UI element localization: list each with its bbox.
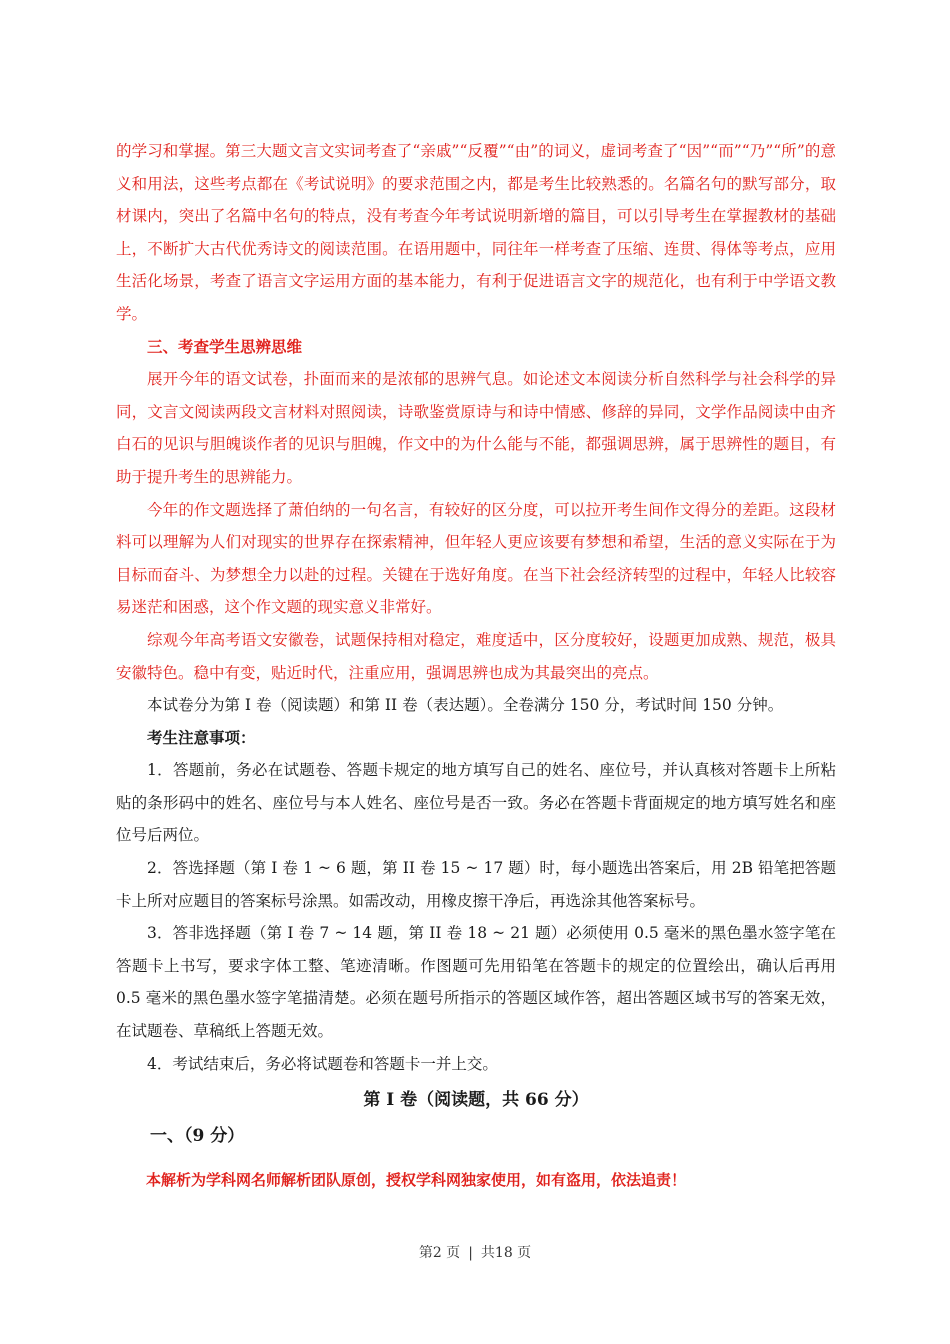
section-heading-thinking: 三、考查学生思辨思维: [147, 336, 303, 356]
page-content: [116, 135, 836, 1196]
notes-heading: 考生注意事项：: [147, 727, 256, 747]
volume-title: 第 I 卷（阅读题，共 66 分）: [363, 1090, 589, 1111]
analysis-paragraph-essay: 今年的作文题选择了萧伯纳的一句名言，有较好的区分度，可以拉开考生间作文得分的差距。这段材料可以理解为人们对现实的世界存在探索精神，但年轻人更应该要有梦想和希望，生活的意义实际在于为目标而奋斗、为梦想全力以赴的过程。关键在于选好角度。在当下社会经济转型的过程中，年轻人比较容易迷茫和困惑，这个作文题的现实意义非常好。: [116, 500, 836, 617]
note-item: 2．答选择题（第 I 卷 1 ~ 6 题，第 II 卷 15 ~ 17 题）时，每小题选出答案后，用 2B 铅笔把答题卡上所对应题目的答案标号涂黑。如需改动，用橡皮擦干净后，再选涂其他答案标号。: [116, 859, 836, 910]
page-footer: [0, 1242, 950, 1262]
note-item: 1．答题前，务必在试题卷、答题卡规定的地方填写自己的姓名、座位号，并认真核对答题卡上所粘贴的条形码中的姓名、座位号与本人姓名、座位号是否一致。务必在答题卡背面规定的地方填写姓名和座位号后两位。: [116, 761, 836, 845]
note-item: 3．答非选择题（第 I 卷 7 ~ 14 题，第 II 卷 18 ~ 21 题）必须使用 0.5 毫米的黑色墨水签字笔在答题卡上书写，要求字体工整、笔迹清晰。作图题可先用铅笔在答题卡的规定的位置绘出，确认后再用 0.5 毫米的黑色墨水签字笔描清楚。必须在题号所指示的答题区域作答，超出答题区域书写的答案无效，在试题卷、草稿纸上答题无效。: [116, 924, 836, 1041]
part-one-title: 一、（9 分）: [150, 1126, 245, 1147]
footer-separator: |: [468, 1245, 473, 1261]
page-total: 共18 页: [480, 1245, 532, 1261]
analysis-paragraph-continued: 的学习和掌握。第三大题文言文实词考查了“亲戚”“反覆”“由”的词义，虚词考查了“因”“而”“乃”“所”的意义和用法，这些考点都在《考试说明》的要求范围之内，都是考生比较熟悉的。名篇名句的默写部分，取材课内，突出了名篇中名句的特点，没有考查今年考试说明新增的篇目，可以引导考生在掌握教材的基础上，不断扩大古代优秀诗文的阅读范围。在语用题中，同往年一样考查了压缩、连贯、得体等考点，应用生活化场景，考查了语言文字运用方面的基本能力，有利于促进语言文字的规范化，也有利于中学语文教学。: [116, 142, 836, 323]
copyright-notice: 本解析为学科网名师解析团队原创，授权学科网独家使用，如有盗用，依法追责！: [146, 1171, 687, 1190]
analysis-paragraph-thinking: 展开今年的语文试卷，扑面而来的是浓郁的思辨气息。如论述文本阅读分析自然科学与社会科学的异同，文言文阅读两段文言材料对照阅读，诗歌鉴赏原诗与和诗中情感、修辞的异同，文学作品阅读中由齐白石的见识与胆魄谈作者的见识与胆魄，作文中的为什么能与不能，都强调思辨，属于思辨性的题目，有助于提升考生的思辨能力。: [116, 370, 836, 486]
page-number: 第2 页: [418, 1245, 461, 1261]
exam-structure-paragraph: 本试卷分为第 I 卷（阅读题）和第 II 卷（表达题）。全卷满分 150 分，考试时间 150 分钟。: [147, 696, 784, 715]
note-item: 4．考试结束后，务必将试题卷和答题卡一并上交。: [147, 1054, 498, 1073]
analysis-paragraph-summary: 综观今年高考语文安徽卷，试题保持相对稳定，难度适中，区分度较好，设题更加成熟、规范，极具安徽特色。稳中有变，贴近时代，注重应用，强调思辨也成为其最突出的亮点。: [116, 630, 836, 682]
